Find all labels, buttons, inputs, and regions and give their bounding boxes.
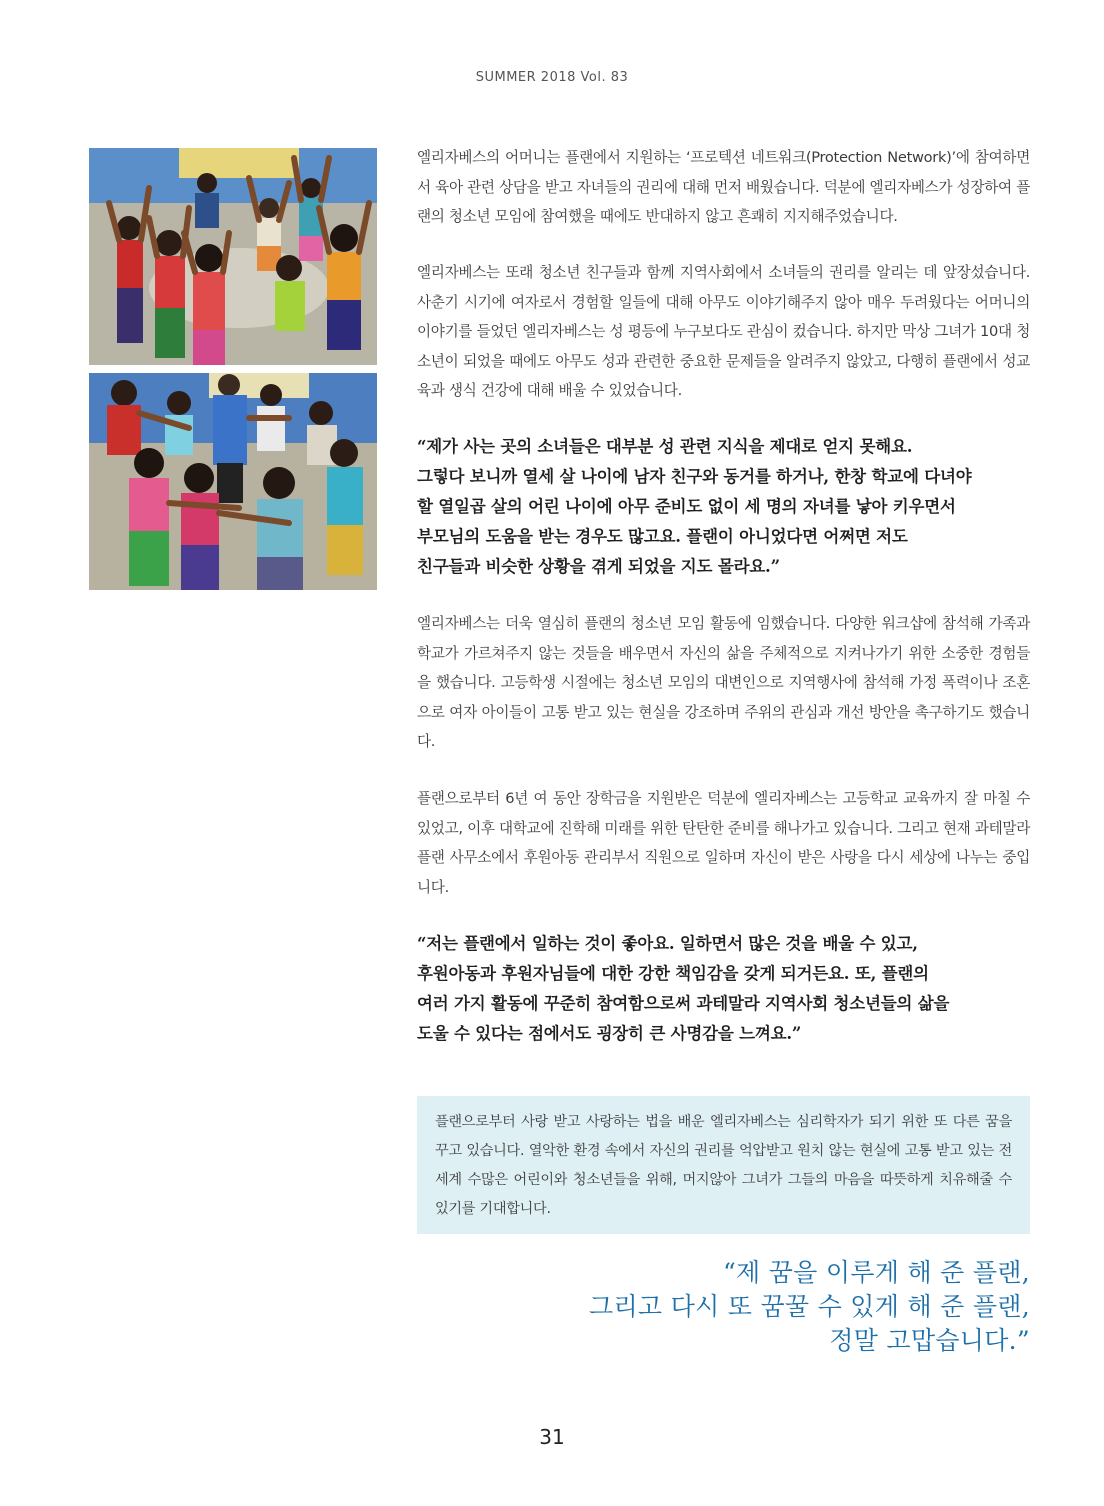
- quote-line: 여러 가지 활동에 꾸준히 참여함으로써 과테말라 지역사회 청소년들의 삶을: [417, 994, 950, 1013]
- quote-line: “저는 플랜에서 일하는 것이 좋아요. 일하면서 많은 것을 배울 수 있고,: [417, 934, 918, 953]
- issue-header: SUMMER 2018 Vol. 83: [475, 70, 629, 85]
- body-paragraph-2: [417, 258, 1030, 406]
- body-paragraph-3: [417, 609, 1030, 757]
- page-number: 31: [539, 1425, 565, 1449]
- closing-quote-line: “제 꿈을 이루게 해 준 플랜,: [722, 1258, 1030, 1287]
- quote-line: 도울 수 있다는 점에서도 굉장히 큰 사명감을 느껴요.”: [417, 1024, 802, 1043]
- closing-quote: [589, 1256, 1030, 1358]
- quote-line: 친구들과 비슷한 상황을 겪게 되었을 지도 몰라요.”: [417, 557, 780, 576]
- paragraph-text: 플랜으로부터 6년 여 동안 장학금을 지원받은 덕분에 엘리자베스는 고등학교 교육까지 잘 마칠 수 있었고, 이후 대학교에 진학해 미래를 위한 탄탄한 준비를 해나가고 있습니다. 그리고 현재 과테말라 플랜 사무소에서 후원아동 관리부서 직원으로 일하며 자신이 받은 사랑을 다시 세상에 나누는 중입니다.: [417, 790, 1030, 896]
- body-paragraph-1: [417, 143, 1030, 232]
- quote-line: 할 열일곱 살의 어린 나이에 아무 준비도 없이 세 명의 자녀를 낳아 키우면서: [417, 497, 956, 516]
- photo-children-arms-raised: [89, 148, 377, 365]
- highlight-box-text: 플랜으로부터 사랑 받고 사랑하는 법을 배운 엘리자베스는 심리학자가 되기 위한 또 다른 꿈을 꾸고 있습니다. 열악한 환경 속에서 자신의 권리를 억압받고 원치 않는 현실에 고통 받고 있는 전 세계 수많은 어린이와 청소년들을 위해, 머지않아 그녀가 그들의 마음을 따뜻하게 치유해줄 수 있기를 기대합니다.: [435, 1114, 1012, 1217]
- paragraph-text: 엘리자베스는 또래 청소년 친구들과 함께 지역사회에서 소녀들의 권리를 알리는 데 앞장섰습니다. 사춘기 시기에 여자로서 경험할 일들에 대해 아무도 이야기해주지 않아 매우 두려웠다는 어머니의 이야기를 들었던 엘리자베스는 성 평등에 누구보다도 관심이 컸습니다. 하지만 막상 그녀가 10대 청소년이 되었을 때에도 아무도 성과 관련한 중요한 문제들을 알려주지 않았고, 다행히 플랜에서 성교육과 생식 건강에 대해 배울 수 있었습니다.: [417, 264, 1030, 399]
- highlight-box: [417, 1096, 1030, 1234]
- quote-line: “제가 사는 곳의 소녀들은 대부분 성 관련 지식을 제대로 얻지 못해요.: [417, 437, 913, 456]
- photo-children-group-hug: [89, 373, 377, 590]
- body-paragraph-4: [417, 784, 1030, 902]
- closing-quote-line: 정말 고맙습니다.”: [829, 1326, 1030, 1355]
- paragraph-text: 엘리자베스의 어머니는 플랜에서 지원하는 ‘프로텍션 네트워크(Protection Network)’에 참여하면서 육아 관련 상담을 받고 자녀들의 권리에 대해 먼저 배웠습니다. 덕분에 엘리자베스가 성장하여 플랜의 청소년 모임에 참여했을 때에도 반대하지 않고 흔쾌히 지지해주었습니다.: [417, 149, 1030, 225]
- paragraph-text: 엘리자베스는 더욱 열심히 플랜의 청소년 모임 활동에 임했습니다. 다양한 워크샵에 참석해 가족과 학교가 가르쳐주지 않는 것들을 배우면서 자신의 삶을 주체적으로 지켜나가기 위한 소중한 경험들을 했습니다. 고등학생 시절에는 청소년 모임의 대변인으로 지역행사에 참석해 가정 폭력이나 조혼으로 여자 아이들이 고통 받고 있는 현실을 강조하며 주위의 관심과 개선 방안을 촉구하기도 했습니다.: [417, 615, 1030, 750]
- pull-quote-2: [417, 929, 1030, 1049]
- quote-line: 후원아동과 후원자님들에 대한 강한 책임감을 갖게 되거든요. 또, 플랜의: [417, 964, 929, 983]
- quote-line: 부모님의 도움을 받는 경우도 많고요. 플랜이 아니었다면 어쩌면 저도: [417, 527, 908, 546]
- quote-line: 그렇다 보니까 열세 살 나이에 남자 친구와 동거를 하거나, 한창 학교에 다녀야: [417, 467, 972, 486]
- pull-quote-1: [417, 432, 1030, 582]
- closing-quote-line: 그리고 다시 또 꿈꿀 수 있게 해 준 플랜,: [589, 1292, 1030, 1321]
